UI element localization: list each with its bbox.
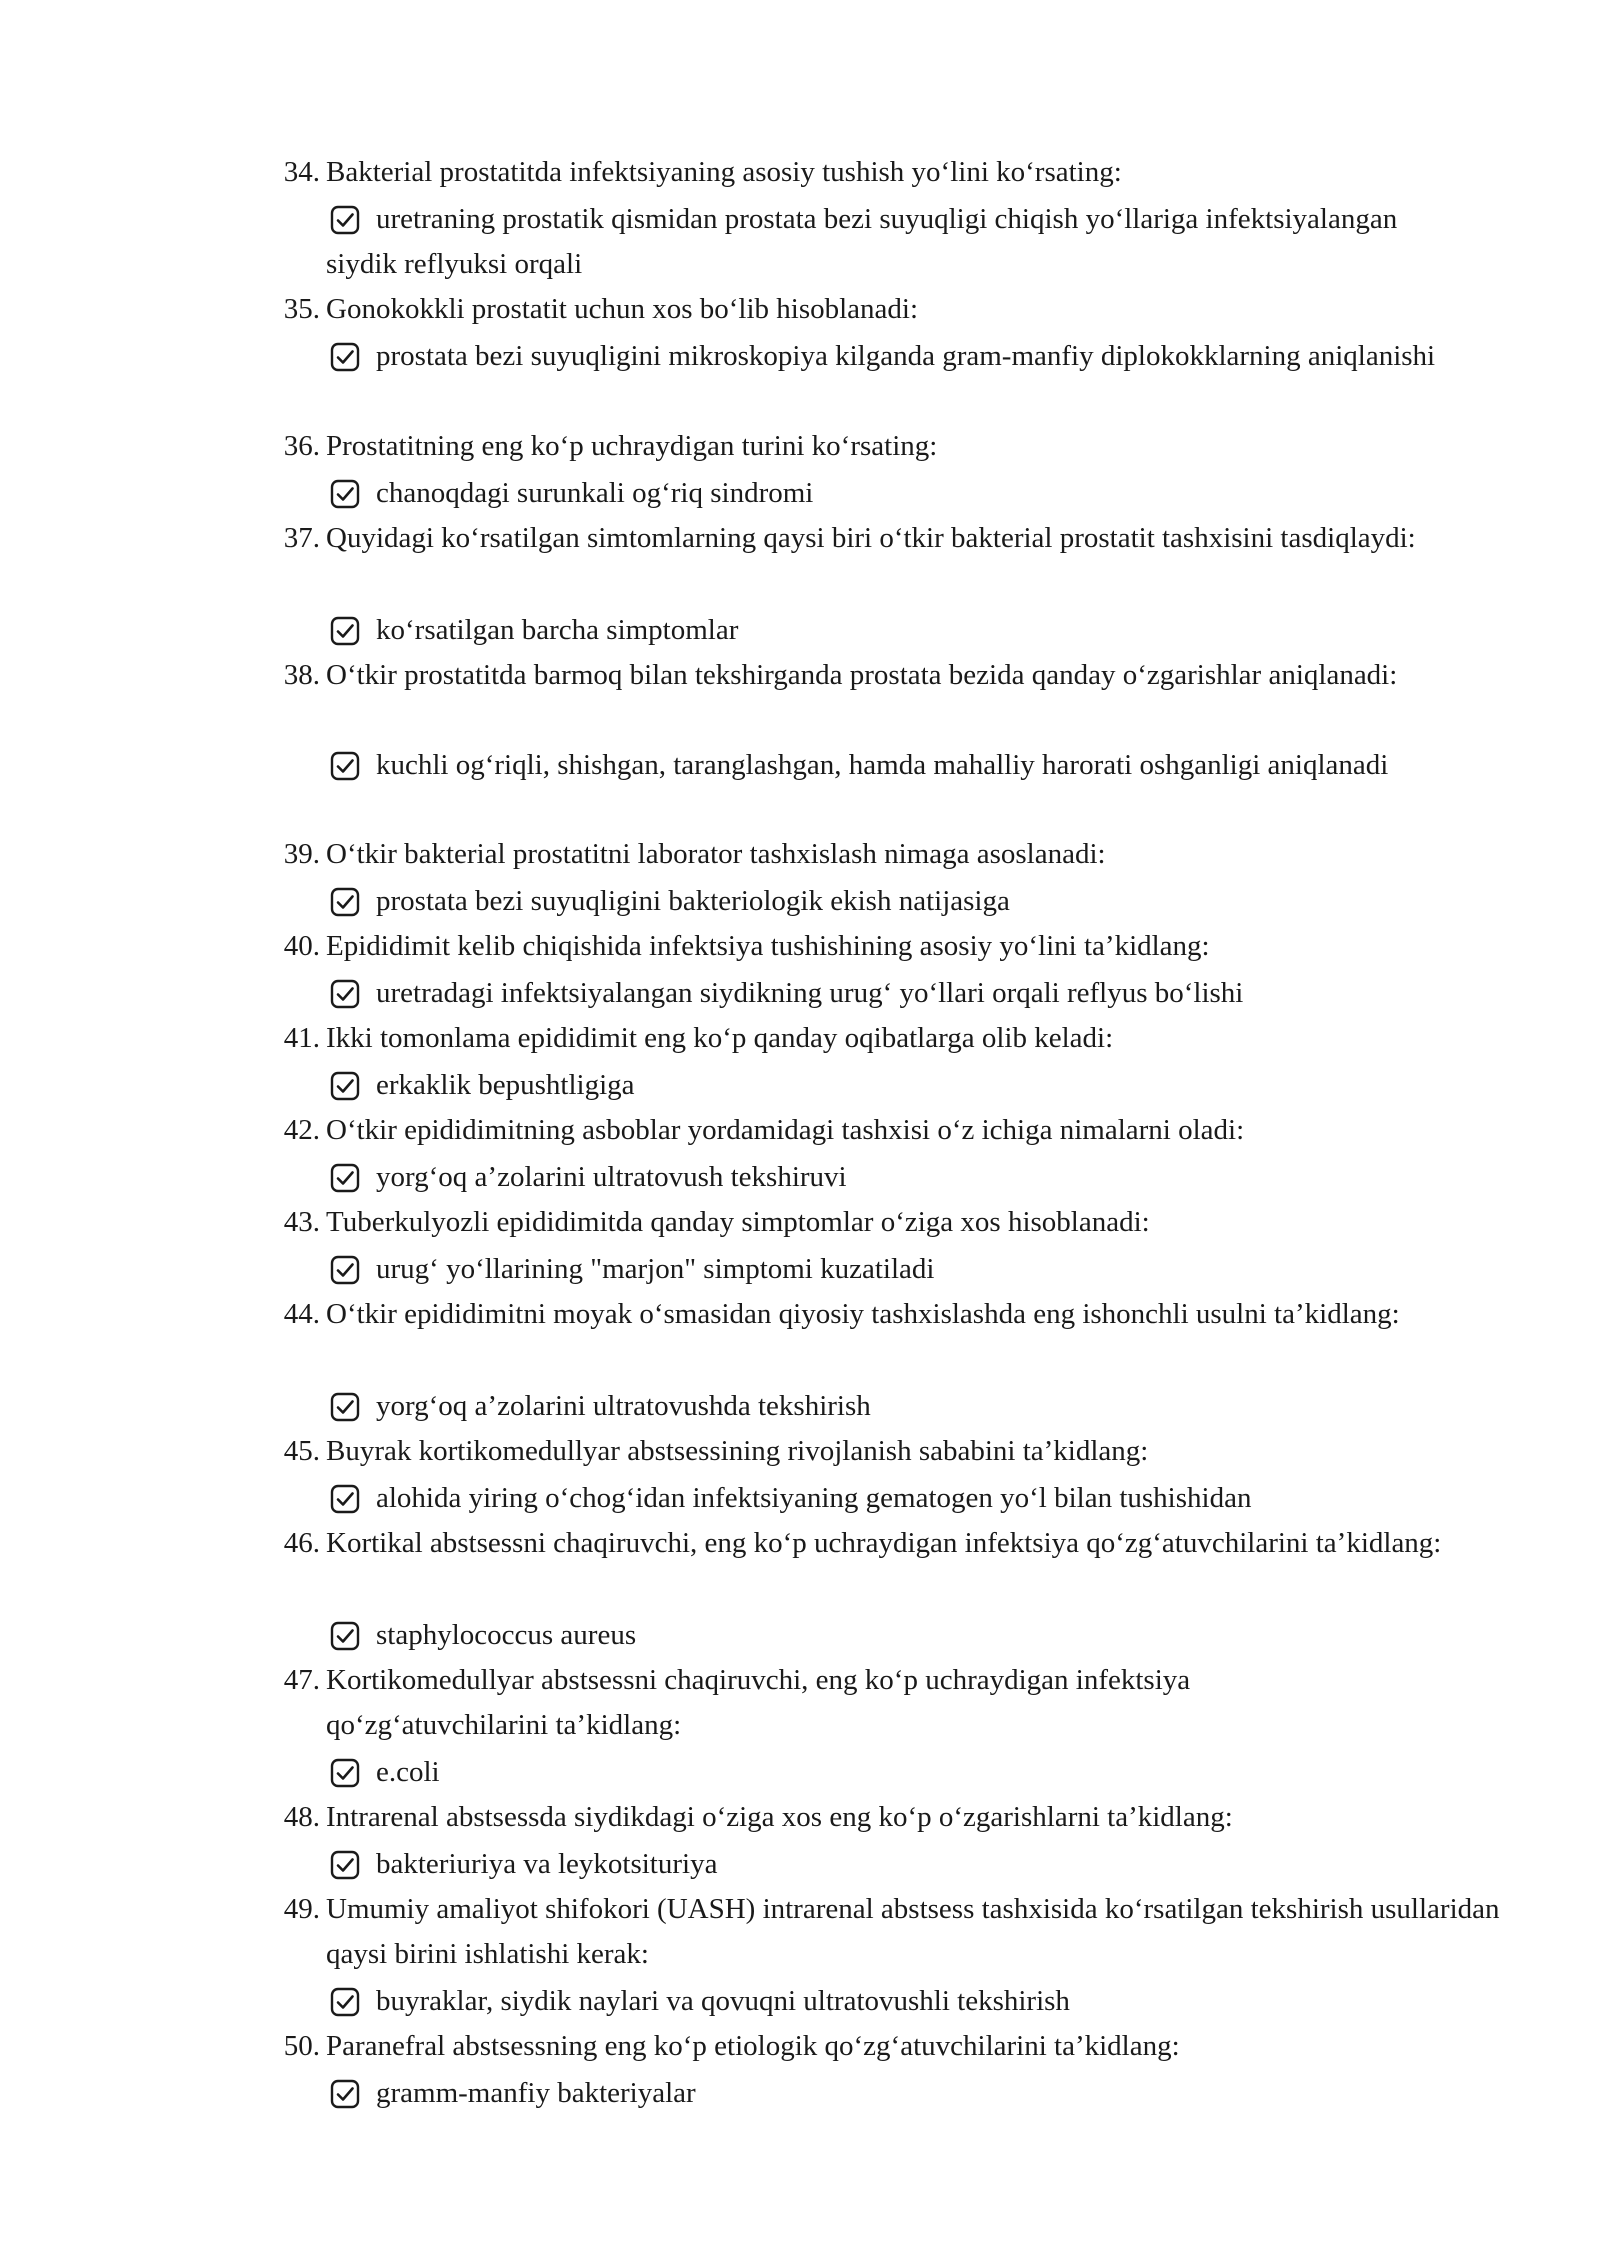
- question-text: Umumiy amaliyot shifokori (UASH) intrarenal abstsess tashxisida ko‘rsatilgan tekshirish usullaridan qaysi birini ishlatishi kerak:: [326, 1893, 1500, 1970]
- question-text: Bakterial prostatitda infektsiyaning asosiy tushish yo‘lini ko‘rsating:: [326, 156, 1122, 188]
- question-text: Tuberkulyozli epididimitda qanday simptomlar o‘ziga xos hisoblanadi:: [326, 1206, 1150, 1238]
- answer-text: yorg‘oq a’zolarini ultratovushda tekshirish: [376, 1390, 871, 1422]
- question-number: 49.: [283, 1893, 320, 1925]
- answer-text: prostata bezi suyuqligini bakteriologik ekish natijasiga: [376, 885, 1010, 917]
- question-number: 44.: [283, 1298, 320, 1330]
- question-number: 35.: [283, 293, 320, 325]
- question-text: O‘tkir bakterial prostatitni laborator tashxislash nimaga asoslanadi:: [326, 838, 1106, 870]
- answer-text: bakteriuriya va leykotsituriya: [376, 1848, 718, 1880]
- question-number: 47.: [283, 1664, 320, 1696]
- answer-text: staphylococcus aureus: [376, 1619, 637, 1651]
- question-number: 37.: [283, 522, 320, 554]
- answer-text: buyraklar, siydik naylari va qovuqni ultratovushli tekshirish: [376, 1985, 1070, 2017]
- question-text: Kortikal abstsessni chaqiruvchi, eng ko‘p uchraydigan infektsiya qo‘zg‘atuvchilarini ta’kidlang:: [326, 1527, 1442, 1559]
- question-number: 36.: [283, 430, 320, 462]
- answer-text: urug‘ yo‘llarining "marjon" simptomi kuzatiladi: [376, 1253, 935, 1285]
- question-text: O‘tkir epididimitning asboblar yordamidagi tashxisi o‘z ichiga nimalarni oladi:: [326, 1114, 1245, 1146]
- answer-text: alohida yiring o‘chog‘idan infektsiyaning gematogen yo‘l bilan tushishidan: [376, 1482, 1252, 1514]
- question-number: 45.: [283, 1435, 320, 1467]
- answer-text: kuchli og‘riqli, shishgan, taranglashgan, hamda mahalliy harorati oshganligi aniqlanadi: [376, 749, 1389, 781]
- question-text: Buyrak kortikomedullyar abstsessining rivojlanish sababini ta’kidlang:: [326, 1435, 1149, 1467]
- question-text: Prostatitning eng ko‘p uchraydigan turini ko‘rsating:: [326, 430, 938, 462]
- question-number: 40.: [283, 930, 320, 962]
- answer-text: uretraning prostatik qismidan prostata bezi suyuqligi chiqish yo‘llariga infektsiyalangan siydik reflyuksi orqali: [326, 203, 1398, 280]
- question-text: Quyidagi ko‘rsatilgan simtomlarning qaysi biri o‘tkir bakterial prostatit tashxisini tasdiqlaydi:: [326, 522, 1416, 554]
- answer-text: chanoqdagi surunkali og‘riq sindromi: [376, 477, 814, 509]
- question-text: Ikki tomonlama epididimit eng ko‘p qanday oqibatlarga olib keladi:: [326, 1022, 1114, 1054]
- question-number: 42.: [283, 1114, 320, 1146]
- question-number: 46.: [283, 1527, 320, 1559]
- answer-text: gramm-manfiy bakteriyalar: [376, 2077, 696, 2109]
- question-number: 48.: [283, 1801, 320, 1833]
- question-number: 41.: [283, 1022, 320, 1054]
- question-text: Paranefral abstsessning eng ko‘p etiologik qo‘zg‘atuvchilarini ta’kidlang:: [326, 2030, 1180, 2062]
- question-number: 38.: [283, 659, 320, 691]
- answer-text: yorg‘oq a’zolarini ultratovush tekshiruvi: [376, 1161, 847, 1193]
- answer-text: ko‘rsatilgan barcha simptomlar: [376, 614, 739, 646]
- question-text: O‘tkir epididimitni moyak o‘smasidan qiyosiy tashxislashda eng ishonchli usulni ta’kidlang:: [326, 1298, 1400, 1330]
- question-text: O‘tkir prostatitda barmoq bilan tekshirganda prostata bezida qanday o‘zgarishlar aniqlanadi:: [326, 659, 1398, 691]
- answer-text: uretradagi infektsiyalangan siydikning urug‘ yo‘llari orqali reflyus bo‘lishi: [376, 977, 1244, 1009]
- question-number: 50.: [283, 2030, 320, 2062]
- answer-text: erkaklik bepushtligiga: [376, 1069, 635, 1101]
- question-text: Kortikomedullyar abstsessni chaqiruvchi, eng ko‘p uchraydigan infektsiya qo‘zg‘atuvchilarini ta’kidlang:: [326, 1664, 1191, 1741]
- answer-text: prostata bezi suyuqligini mikroskopiya kilganda gram-manfiy diplokokklarning aniqlanishi: [376, 340, 1436, 372]
- question-text: Epididimit kelib chiqishida infektsiya tushishining asosiy yo‘lini ta’kidlang:: [326, 930, 1210, 962]
- answer-text: e.coli: [376, 1756, 440, 1788]
- question-number: 43.: [283, 1206, 320, 1238]
- question-text: Intrarenal abstsessda siydikdagi o‘ziga xos eng ko‘p o‘zgarishlarni ta’kidlang:: [326, 1801, 1233, 1833]
- question-number: 34.: [283, 156, 320, 188]
- question-text: Gonokokkli prostatit uchun xos bo‘lib hisoblanadi:: [326, 293, 919, 325]
- question-number: 39.: [283, 838, 320, 870]
